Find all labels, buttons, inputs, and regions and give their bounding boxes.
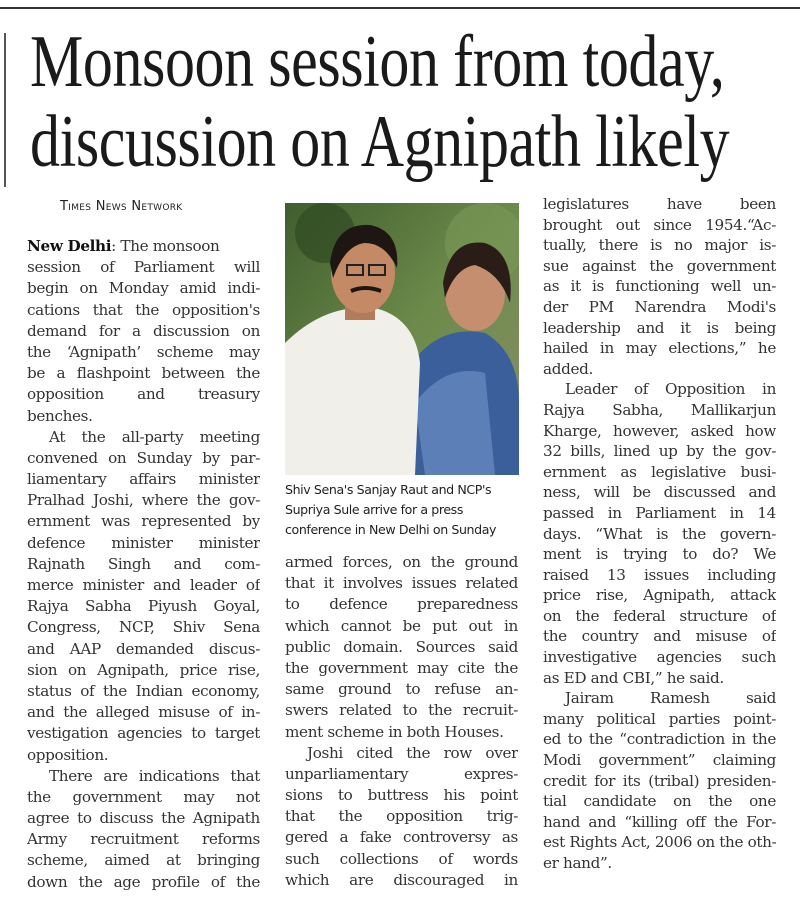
text-line: unparliamentary expres- bbox=[285, 764, 518, 783]
text-line: er hand”. bbox=[543, 854, 612, 872]
text-line: At the all-party meeting bbox=[49, 427, 260, 446]
text-line: Modi government” claiming bbox=[543, 751, 776, 770]
text-line: Jairam Ramesh said bbox=[565, 689, 776, 708]
text-line: der PM Narendra Modi's bbox=[543, 297, 776, 316]
text-line: cations that the opposition's bbox=[27, 300, 260, 319]
text-line: same ground to refuse an- bbox=[285, 680, 518, 699]
text-line: the ‘Agnipath’ scheme may bbox=[27, 342, 260, 361]
headline-line-1: Monsoon session from today, bbox=[30, 21, 725, 103]
text-line: ernment as legislative busi- bbox=[543, 462, 776, 481]
text-line: which cannot be put out in bbox=[285, 616, 518, 635]
text-line: opposition and treasury bbox=[27, 385, 260, 404]
caption-line: conference in New Delhi on Sunday bbox=[285, 522, 497, 537]
text-line: convened on Sunday by par- bbox=[27, 448, 260, 467]
headline-line-2: discussion on Agnipath likely bbox=[30, 101, 730, 183]
caption-line: Shiv Sena's Sanjay Raut and NCP's bbox=[285, 482, 492, 497]
text-line: sions to buttress his point bbox=[285, 786, 518, 805]
text-line: investigative agencies such bbox=[543, 648, 776, 667]
text-line: 32 bills, lined up by the gov- bbox=[543, 442, 776, 461]
caption-line: Supriya Sule arrive for a press bbox=[285, 502, 464, 517]
text-line: vestigation agencies to target bbox=[27, 724, 260, 743]
text-line: liamentary affairs minister bbox=[27, 470, 260, 489]
text-line: credit for its (tribal) presiden- bbox=[543, 771, 776, 790]
text-line: added. bbox=[543, 359, 593, 378]
text-line-content: : The monsoon bbox=[111, 237, 220, 255]
text-line: the government may not bbox=[27, 787, 260, 806]
text-line: est Rights Act, 2006 on the oth- bbox=[543, 833, 776, 852]
news-photo bbox=[285, 203, 519, 475]
text-line: ness, will be discussed and bbox=[543, 483, 776, 502]
text-line: many political parties point- bbox=[543, 709, 776, 728]
text-line: opposition. bbox=[27, 745, 109, 764]
text-line: as it is functioning well un- bbox=[543, 277, 776, 296]
text-line: armed forces, on the ground bbox=[285, 553, 518, 571]
photo-illustration bbox=[285, 203, 519, 475]
text-line: that the opposition trig- bbox=[285, 807, 518, 826]
text-line: which are discouraged in bbox=[285, 870, 518, 889]
text-line: passed in Parliament in 14 bbox=[543, 503, 776, 522]
text-line: and AAP demanded discus- bbox=[27, 639, 260, 658]
text-line: sue against the government bbox=[543, 256, 776, 275]
text-line: tial candidate on the one bbox=[543, 792, 776, 811]
text-line: Leader of Opposition in bbox=[565, 380, 776, 399]
text-line: gered a fake controversy as bbox=[285, 828, 518, 847]
dateline: New Delhi bbox=[27, 237, 112, 255]
headline bbox=[30, 22, 790, 182]
text-line: price rise, Agnipath, attack bbox=[543, 586, 776, 605]
byline: Times News Network bbox=[60, 199, 183, 214]
text-line: status of the Indian economy, bbox=[27, 681, 260, 700]
text-line: hand and “killing off the For- bbox=[543, 812, 776, 831]
text-line: on the federal structure of bbox=[543, 606, 776, 625]
left-rule bbox=[4, 33, 6, 187]
text-line: ed to the “contradiction in the bbox=[543, 730, 776, 749]
photo-caption bbox=[285, 480, 525, 540]
text-line: Rajya Sabha, Mallikarjun bbox=[543, 400, 776, 419]
text-line: brought out since 1954.“Ac- bbox=[543, 215, 776, 234]
text-line: There are indications that bbox=[49, 766, 260, 785]
text-line: ment scheme in both Houses. bbox=[285, 722, 504, 741]
text-line: Rajya Sabha Piyush Goyal, bbox=[27, 597, 260, 616]
text-line: legislatures have been bbox=[543, 195, 776, 213]
text-line: ment is trying to do? We bbox=[543, 545, 776, 564]
text-line: agree to discuss the Agnipath bbox=[27, 809, 260, 828]
article-column-3 bbox=[543, 194, 776, 874]
text-line: to defence preparedness bbox=[285, 595, 518, 614]
text-line: sion on Agnipath, price rise, bbox=[27, 660, 260, 679]
article-column-2 bbox=[285, 552, 518, 891]
text-line: Congress, NCP, Shiv Sena bbox=[27, 618, 260, 637]
text-line: benches. bbox=[27, 406, 93, 425]
text-line: session of Parliament will bbox=[27, 258, 260, 277]
text-line bbox=[27, 236, 260, 257]
text-line: hailed in may elections,” he bbox=[543, 339, 776, 358]
text-line: that it involves issues related bbox=[285, 574, 518, 593]
text-line: demand for a discussion on bbox=[27, 321, 260, 340]
text-line: merce minister and leader of bbox=[27, 576, 260, 594]
text-line: defence minister minister bbox=[27, 533, 260, 552]
text-line: raised 13 issues including bbox=[543, 565, 776, 584]
text-line: tually, there is no major is- bbox=[543, 236, 776, 255]
text-line: scheme, aimed at bringing bbox=[27, 851, 260, 870]
text-line: Pralhad Joshi, where the gov- bbox=[27, 491, 260, 510]
text-line: ernment was represented by bbox=[27, 512, 260, 531]
text-line: the government may cite the bbox=[285, 658, 518, 677]
top-rule bbox=[0, 7, 800, 9]
text-line: swers related to the recruit- bbox=[285, 701, 518, 720]
text-line: public domain. Sources said bbox=[285, 637, 518, 656]
text-line: be a flashpoint between the bbox=[27, 364, 260, 383]
text-line: the country and misuse of bbox=[543, 627, 776, 646]
text-line: as ED and CBI,” he said. bbox=[543, 668, 724, 687]
text-line: days. “What is the govern- bbox=[543, 524, 776, 543]
text-line: Rajnath Singh and com- bbox=[27, 554, 260, 573]
text-line: leadership and it is being bbox=[543, 318, 776, 337]
text-line: and the alleged misuse of in- bbox=[27, 703, 260, 722]
article-column-1 bbox=[27, 236, 260, 893]
text-line: down the age profile of the bbox=[27, 872, 260, 891]
text-line: Kharge, however, asked how bbox=[543, 421, 776, 440]
text-line: Army recruitment reforms bbox=[27, 830, 260, 849]
text-line: such collections of words bbox=[285, 849, 518, 868]
text-line: Joshi cited the row over bbox=[307, 743, 518, 762]
text-line: begin on Monday amid indi- bbox=[27, 279, 260, 298]
